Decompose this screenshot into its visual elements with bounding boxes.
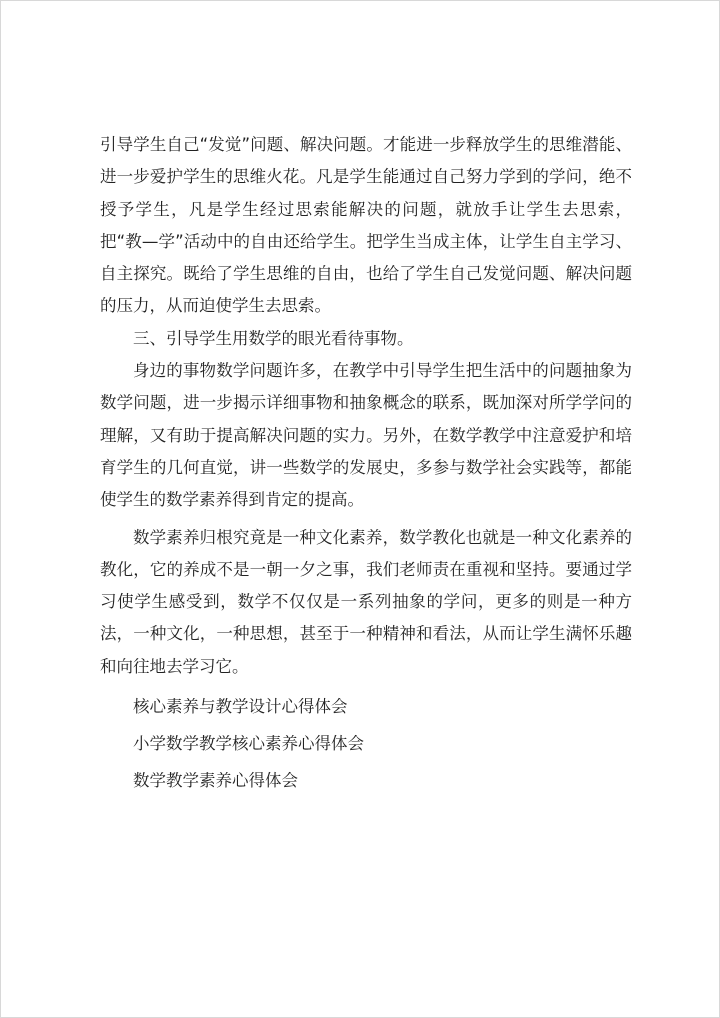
related-title: 核心素养与教学设计心得体会 xyxy=(133,697,348,717)
related-title: 数学教学素养心得体会 xyxy=(133,771,298,791)
section-heading: 三、引导学生用数学的眼光看待事物。 xyxy=(133,328,414,348)
related-title: 小学数学教学核心素养心得体会 xyxy=(133,734,364,754)
paragraph: 数学素养归根究竟是一种文化素养，数学教化也就是一种文化素养的教化，它的养成不是一朝一夕之事，我们老师责在重视和坚持。要通过学习使学生感受到，数学不仅仅是一系列抽象的学问，更多的则是一种方法，一种文化，一种思想，甚至于一种精神和看法，从而让学生满怀乐趣和向往地去学习它。 xyxy=(100,527,632,676)
document-body xyxy=(100,129,632,799)
paragraph: 身边的事物数学问题许多，在教学中引导学生把生活中的问题抽象为数学问题，进一步揭示详细事物和抽象概念的联系，既加深对所学学问的理解，又有助于提高解决问题的实力。另外，在数学教学中注意爱护和培育学生的几何直觉，讲一些数学的发展史，多参与数学社会实践等，都能使学生的数学素养得到肯定的提高。 xyxy=(100,361,632,510)
paragraph: 引导学生自己“发觉”问题、解决问题。才能进一步释放学生的思维潜能、进一步爱护学生的思维火花。凡是学生能通过自己努力学到的学问，绝不授予学生，凡是学生经过思索能解决的问题，就放手让学生去思索，把“教—学”活动中的自由还给学生。把学生当成主体，让学生自主学习、自主探究。既给了学生思维的自由，也给了学生自己发觉问题、解决问题的压力，从而迫使学生去思索。 xyxy=(100,135,632,316)
